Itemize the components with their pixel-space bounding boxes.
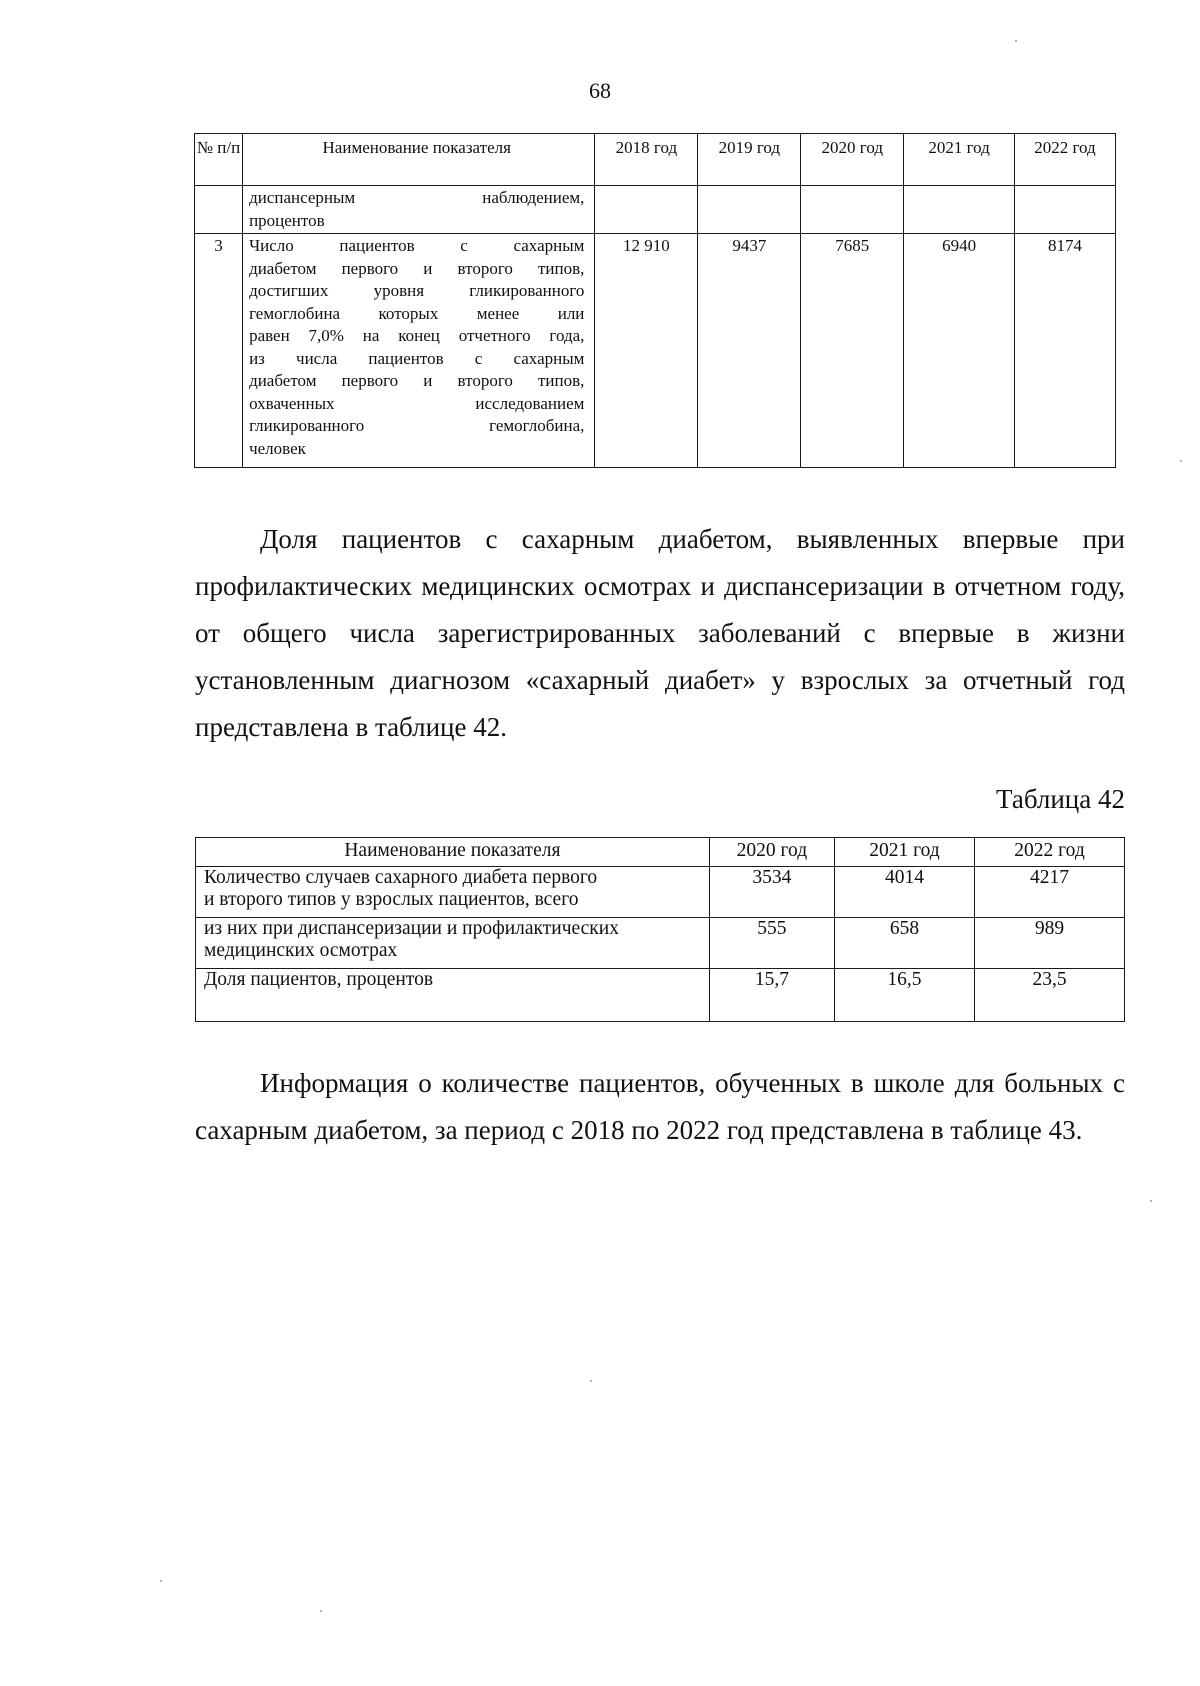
row-name xyxy=(196,918,710,969)
name-line: человек xyxy=(249,438,306,458)
row-number: 3 xyxy=(195,234,243,468)
row-name xyxy=(196,969,710,1022)
name-line: достигших уровня гликированного xyxy=(249,281,585,300)
scan-speck xyxy=(320,1610,322,1612)
scan-speck xyxy=(1180,460,1182,462)
cell-2022: 989 xyxy=(975,918,1125,969)
cell-2022: 8174 xyxy=(1014,234,1115,468)
name-line: из числа пациентов с сахарным xyxy=(249,348,585,368)
name-line: равен 7,0% на конец отчетного года, xyxy=(249,326,585,345)
cell-2020: 3534 xyxy=(709,867,834,918)
header-2021: 2021 год xyxy=(904,134,1015,186)
scan-speck xyxy=(160,1580,162,1582)
page-number: 68 xyxy=(589,78,611,103)
table-row xyxy=(196,969,1125,1022)
row-name xyxy=(243,186,595,234)
name-line: диспансерным наблюдением, xyxy=(249,188,585,207)
table-header-row xyxy=(195,134,1116,186)
cell-2019 xyxy=(698,186,801,234)
row-number xyxy=(195,186,243,234)
cell-2022: 23,5 xyxy=(975,969,1125,1022)
scan-speck xyxy=(1015,40,1017,42)
name-line: процентов xyxy=(249,210,325,230)
indicators-table-continued xyxy=(194,133,1116,468)
header-2020: 2020 год xyxy=(801,134,904,186)
cell-2022: 4217 xyxy=(975,867,1125,918)
table-row xyxy=(195,186,1116,234)
cell-2020: 7685 xyxy=(801,234,904,468)
cell-2020: 555 xyxy=(709,918,834,969)
table-row xyxy=(196,918,1125,969)
scan-speck xyxy=(590,1380,592,1382)
table-header-row xyxy=(196,838,1125,867)
cell-2018: 12 910 xyxy=(595,234,698,468)
cell-2021: 16,5 xyxy=(834,969,974,1022)
cell-2020: 15,7 xyxy=(709,969,834,1022)
cell-2018 xyxy=(595,186,698,234)
name-line: гликированного гемоглобина, xyxy=(249,416,585,435)
header-2022: 2022 год xyxy=(1014,134,1115,186)
header-indicator-name: Наименование показателя xyxy=(196,838,710,867)
cell-2021: 6940 xyxy=(904,234,1015,468)
cell-2020 xyxy=(801,186,904,234)
cell-2022 xyxy=(1014,186,1115,234)
name-line: медицинских осмотрах xyxy=(204,940,398,961)
name-line: Число пациентов с сахарным xyxy=(249,236,585,255)
header-2019: 2019 год xyxy=(698,134,801,186)
cell-2019: 9437 xyxy=(698,234,801,468)
header-2020: 2020 год xyxy=(709,838,834,867)
name-line: и второго типов у взрослых пациентов, всего xyxy=(204,889,579,910)
row-name xyxy=(243,234,595,468)
table-row xyxy=(195,234,1116,468)
paragraph-school-info: Информация о количестве пациентов, обученных в школе для больных с сахарным диабетом, за период с 2018 по 2022 год представлена в таблице 43. xyxy=(195,1068,1125,1145)
row-name xyxy=(196,867,710,918)
table-42-caption: Таблица 42 xyxy=(996,784,1125,814)
header-2022: 2022 год xyxy=(975,838,1125,867)
name-line: Количество случаев сахарного диабета первого xyxy=(204,867,598,888)
name-line: Доля пациентов, процентов xyxy=(204,969,434,990)
cell-2021: 4014 xyxy=(834,867,974,918)
table-row xyxy=(196,867,1125,918)
header-indicator-name: Наименование показателя xyxy=(243,134,595,186)
name-line: диабетом первого и второго типов, xyxy=(249,371,585,390)
table-42 xyxy=(195,837,1125,1022)
paragraph-share-of-patients: Доля пациентов с сахарным диабетом, выявленных впервые при профилактических медицинских осмотрах и диспансеризации в отчетном году, от общего числа зарегистрированных заболеваний с впервые в жизни установленным диагнозом «сахарный диабет» у взрослых за отчетный год представлена в таблице 42. xyxy=(195,524,1125,742)
scan-speck xyxy=(1150,1200,1152,1202)
name-line: из них при диспансеризации и профилактических xyxy=(204,918,619,939)
name-line: гемоглобина которых менее или xyxy=(249,303,585,323)
name-line: диабетом первого и второго типов, xyxy=(249,258,585,278)
name-line: охваченных исследованием xyxy=(249,393,585,413)
header-2021: 2021 год xyxy=(834,838,974,867)
cell-2021 xyxy=(904,186,1015,234)
header-number: № п/п xyxy=(195,134,243,186)
cell-2021: 658 xyxy=(834,918,974,969)
header-2018: 2018 год xyxy=(595,134,698,186)
